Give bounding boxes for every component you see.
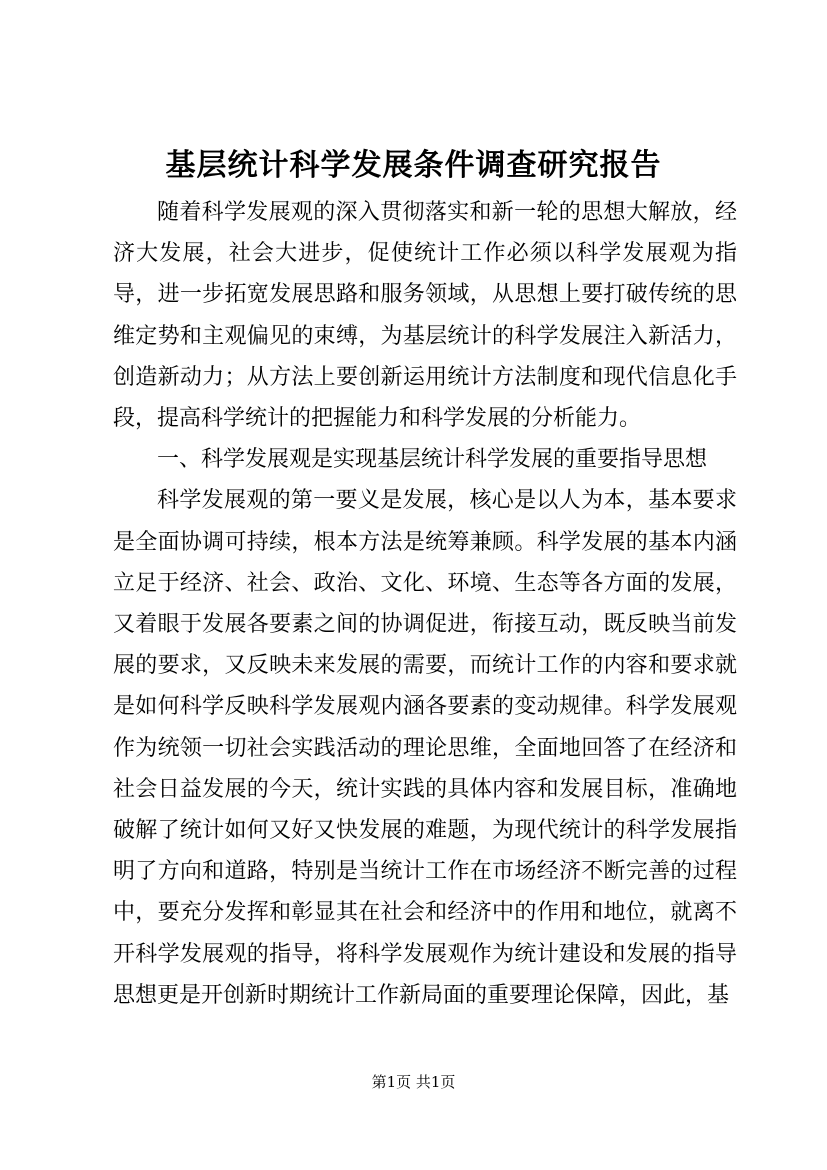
- section-heading-1: 一、科学发展观是实现基层统计科学发展的重要指导思想: [157, 447, 708, 473]
- paragraph-section-1: 科学发展观的第一要义是发展，核心是以人为本，基本要求是全面协调可持续，根本方法是统筹兼顾。科学发展的基本内涵立足于经济、社会、政治、文化、环境、生态等各方面的发展，又着眼于发展各要素之间的协调促进，衔接互动，既反映当前发展的要求，又反映未来发展的需要，而统计工作的内容和要求就是如何科学反映科学发展观内涵各要素的变动规律。科学发展观作为统领一切社会实践活动的理论思维，全面地回答了在经济和社会日益发展的今天，统计实践的具体内容和发展目标，准确地破解了统计如何又好又快发展的难题，为现代统计的科学发展指明了方向和道路，特别是当统计工作在市场经济不断完善的过程中，要充分发挥和彰显其在社会和经济中的作用和地位，就离不开科学发展观的指导，将科学发展观作为统计建设和发展的指导思想更是开创新时期统计工作新局面的重要理论保障，因此，基: [113, 488, 737, 1008]
- document-title: 基层统计科学发展条件调查研究报告: [165, 148, 662, 183]
- paragraph-intro: 随着科学发展观的深入贯彻落实和新一轮的思想大解放，经济大发展，社会大进步，促使统计工作必须以科学发展观为指导，进一步拓宽发展思路和服务领域，从思想上要打破传统的思维定势和主观偏见的束缚，为基层统计的科学发展注入新活力，创造新动力；从方法上要创新运用统计方法制度和现代信息化手段，提高科学统计的把握能力和科学发展的分析能力。: [113, 200, 737, 432]
- page-footer: 第1页 共1页: [371, 1073, 456, 1091]
- document-body: [113, 192, 737, 1016]
